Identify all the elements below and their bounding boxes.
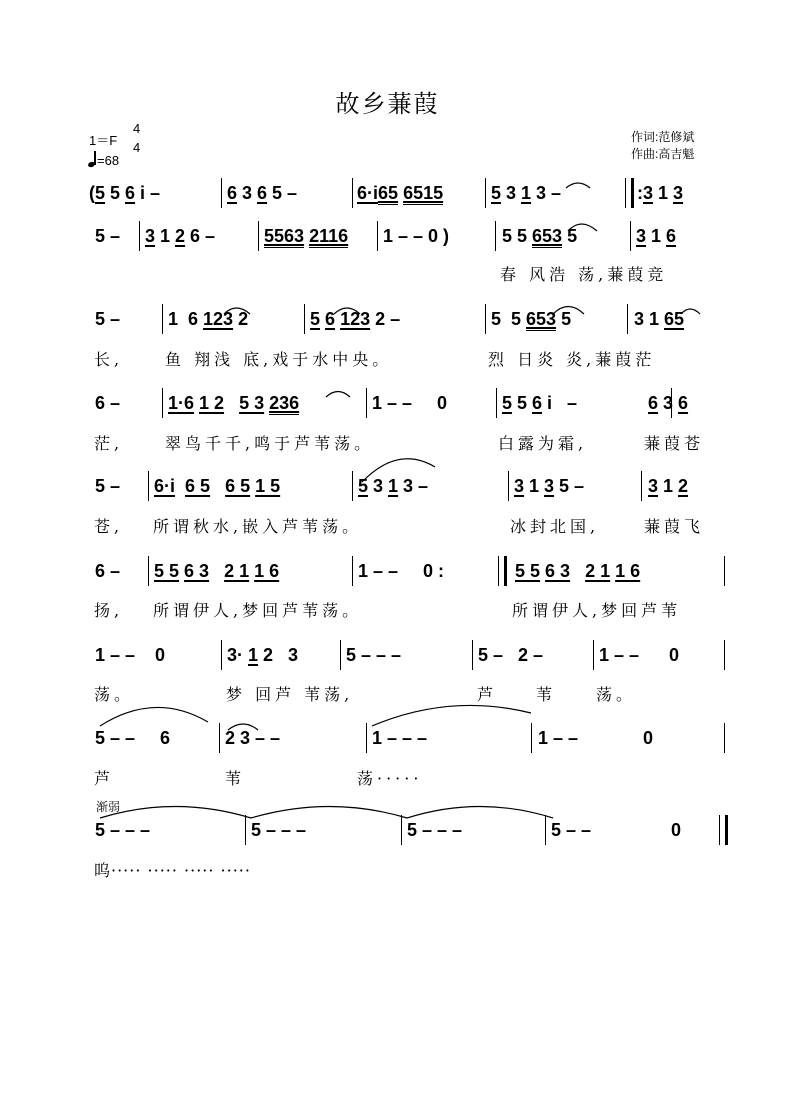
- notes: 5 – – 6: [95, 728, 171, 748]
- notes: 5 –: [95, 309, 121, 329]
- lyric: 鱼 翔浅 底,戏于水中央。: [165, 350, 393, 369]
- lyric-line-5: [0, 598, 790, 622]
- notes: 6 –: [95, 393, 121, 413]
- notes: 5 – – –: [407, 820, 463, 840]
- barline: [641, 471, 642, 501]
- notes: 5 – – 0: [551, 820, 682, 840]
- lyric: 呜····· ····· ····· ·····: [94, 861, 251, 880]
- lyric: 春 风浩 荡,蒹葭竞: [500, 265, 668, 284]
- barline: [221, 640, 222, 670]
- notes: 5 –: [95, 476, 121, 496]
- lyric: 烈 日炎 炎,蒹葭茫: [488, 350, 656, 369]
- notes: 6 3 6: [648, 393, 689, 413]
- notes: 3 1 2 6 –: [145, 226, 216, 246]
- notes: 3 1 2: [648, 476, 689, 496]
- notes: 6·i 6 5 6 5 1 5: [154, 476, 281, 496]
- lyric: 苍,: [94, 517, 124, 536]
- lyric: 茫,: [94, 434, 124, 453]
- lyric: 荡。: [596, 685, 637, 704]
- notes: 5 3 1 3 –: [358, 476, 429, 496]
- lyric: 长,: [94, 350, 124, 369]
- notes: 3 1 6: [636, 226, 677, 246]
- lyric: 苇: [536, 685, 557, 704]
- lyric-line-4: [0, 514, 790, 538]
- barline: [724, 723, 725, 753]
- lyric-line-7: [0, 766, 790, 790]
- time-signature-bottom: 4: [133, 140, 141, 155]
- slur: [372, 705, 531, 726]
- barline: [485, 304, 486, 334]
- score-row-4: [0, 392, 790, 432]
- notes: 5 –: [95, 226, 121, 246]
- lyric-line-8: [0, 858, 790, 882]
- notes: 5563 2116: [264, 226, 349, 246]
- notes: 5 – – –: [95, 820, 151, 840]
- score-row-2: [0, 225, 790, 265]
- notes: 1 – – 0: [95, 645, 166, 665]
- barline: [495, 221, 496, 251]
- barline: [545, 815, 546, 845]
- lyric-line-6: [0, 682, 790, 706]
- composer-credit: 作曲:高吉魁: [631, 147, 695, 161]
- notes: 2 3 – –: [225, 728, 281, 748]
- lyric: 翠鸟千千,鸣于芦苇荡。: [165, 434, 375, 453]
- notes: 5 5 653 5: [491, 309, 572, 329]
- barline: [148, 556, 149, 586]
- score-row-9: [0, 819, 790, 859]
- barline: [724, 556, 725, 586]
- lyric: 扬,: [94, 601, 124, 620]
- tempo-value: =68: [97, 153, 120, 168]
- notes: 1 – – 0: [599, 645, 680, 665]
- notes: 5 – 2 –: [478, 645, 544, 665]
- barline: [377, 221, 378, 251]
- score-row-3: [0, 308, 790, 348]
- notes: 5 5 653 5: [502, 226, 578, 246]
- barline: [366, 388, 367, 418]
- slur: [407, 807, 553, 819]
- lyric: 所谓伊人,梦回芦苇荡。: [153, 601, 363, 620]
- lyric-line-1: [0, 262, 790, 286]
- barline: [724, 640, 725, 670]
- barline: [162, 304, 163, 334]
- lyric: 蒹葭苍: [644, 434, 705, 453]
- barline: [531, 723, 532, 753]
- barline: [139, 221, 140, 251]
- lyric: 芦: [477, 685, 498, 704]
- notes: 3· 1 2 3: [227, 645, 299, 665]
- lyric: 荡·····: [357, 769, 423, 788]
- dynamic-marking: 渐弱: [96, 800, 121, 814]
- notes: 1 – – 0: [538, 728, 654, 748]
- barline: [627, 304, 628, 334]
- barline: [221, 178, 222, 208]
- lyric: 白露为霜,: [498, 434, 588, 453]
- song-title: 故乡蒹葭: [335, 90, 440, 118]
- lyric: 蒹葭飞: [644, 517, 705, 536]
- barline: [352, 556, 353, 586]
- notes: 3 1 3 5 –: [514, 476, 585, 496]
- barline: [258, 221, 259, 251]
- final-barline: [719, 815, 728, 845]
- barline: [352, 178, 353, 208]
- slur: [251, 807, 407, 819]
- score-row-1: [0, 182, 790, 222]
- lyric-line-2: [0, 347, 790, 371]
- notes: 5 6 123 2 –: [310, 309, 401, 329]
- barline: [496, 388, 497, 418]
- notes: 5 5 6 3 2 1 1 6: [515, 561, 641, 581]
- barline: [630, 221, 631, 251]
- lyric: 苇: [225, 769, 246, 788]
- notes: 1 – – 0 :: [358, 561, 445, 581]
- score-row-8: [0, 727, 790, 767]
- barline: [304, 304, 305, 334]
- notes: 5 5 6 i –: [502, 393, 578, 413]
- notes: 6·i65 6515: [357, 183, 444, 203]
- lyricist-credit: 作词:范修斌: [631, 130, 695, 144]
- notes: 1 – – 0: [372, 393, 448, 413]
- barline: [366, 723, 367, 753]
- barline: [508, 471, 509, 501]
- notes: 6 3 6 5 –: [227, 183, 298, 203]
- notes: 1 6 123 2: [168, 309, 249, 329]
- lyric: 冰封北国,: [510, 517, 600, 536]
- barline: [245, 815, 246, 845]
- barline: [485, 178, 486, 208]
- notes: 1 – – –: [372, 728, 428, 748]
- lyric-line-3: [0, 431, 790, 455]
- time-signature-top: 4: [133, 121, 141, 136]
- barline: [340, 640, 341, 670]
- key-signature: 1＝F: [89, 133, 118, 148]
- barline: [162, 388, 163, 418]
- notes: 1 – – 0 ): [383, 226, 450, 246]
- repeat-barline: [625, 178, 634, 208]
- score-row-6: [0, 560, 790, 600]
- lyric: 芦: [94, 769, 115, 788]
- barline: [472, 640, 473, 670]
- lyric: 荡。: [94, 685, 135, 704]
- notes: 1·6 1 2 5 3 236: [168, 393, 300, 413]
- barline: [148, 471, 149, 501]
- notes: (5 5 6 i –: [89, 183, 161, 203]
- notes: 6 –: [95, 561, 121, 581]
- slur: [100, 807, 251, 819]
- notes: 5 – – –: [346, 645, 402, 665]
- tempo-marking: [88, 152, 119, 168]
- lyric: 梦 回芦 苇荡,: [226, 685, 354, 704]
- quarter-note-icon: [88, 152, 96, 167]
- score-row-5: [0, 475, 790, 515]
- barline: [352, 471, 353, 501]
- barline: [219, 723, 220, 753]
- slur: [100, 707, 208, 726]
- notes: 5 5 6 3 2 1 1 6: [154, 561, 280, 581]
- lyric: 所谓伊人,梦回芦苇: [512, 601, 682, 620]
- repeat-barline: [498, 556, 507, 586]
- lyric: 所谓秋水,嵌入芦苇荡。: [153, 517, 363, 536]
- notes: :3 1 3: [637, 183, 684, 203]
- notes: 5 3 1 3 –: [491, 183, 562, 203]
- barline: [593, 640, 594, 670]
- notes: 5 – – –: [251, 820, 307, 840]
- notes: 3 1 65: [634, 309, 685, 329]
- score-row-7: [0, 644, 790, 684]
- barline: [401, 815, 402, 845]
